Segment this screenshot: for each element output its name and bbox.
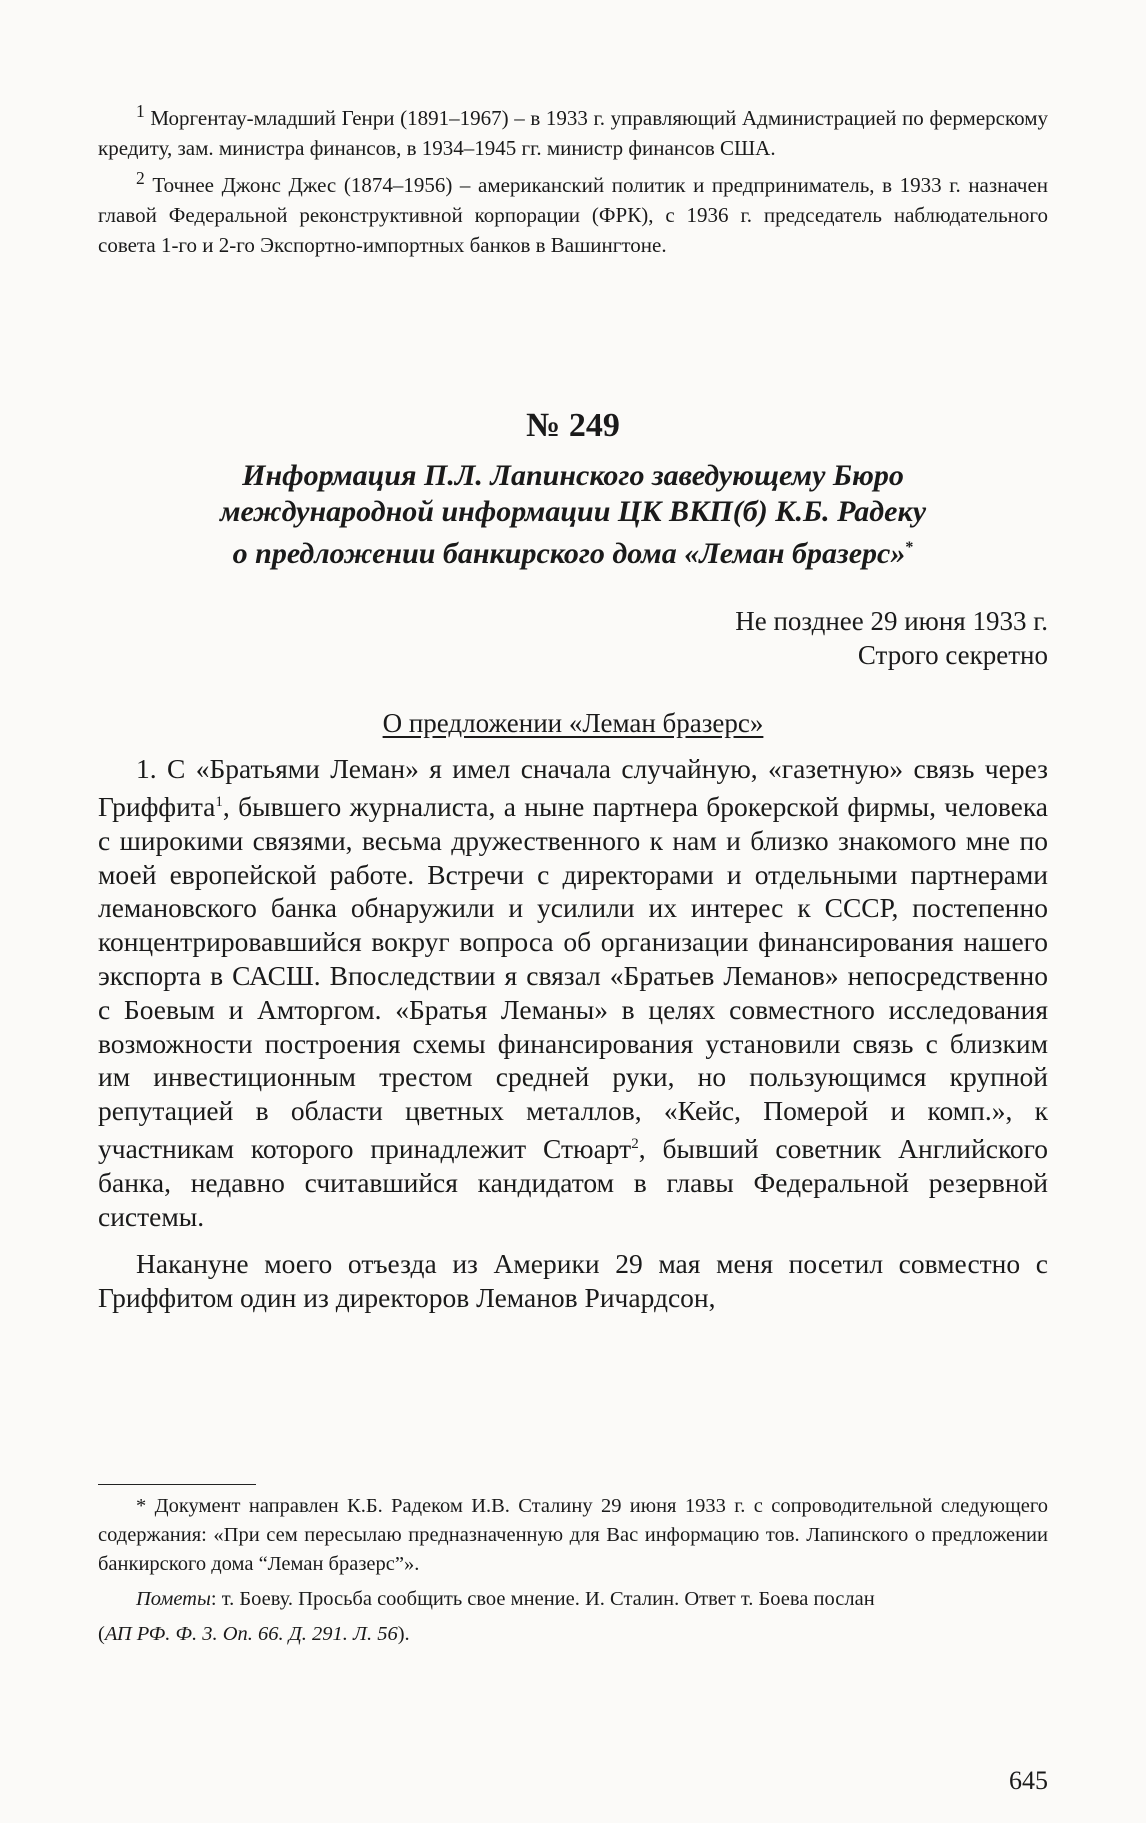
marks-text: : т. Боеву. Просьба сообщить свое мнение. И. Сталин. Ответ т. Боева послан	[210, 1588, 875, 1610]
footnote-marker: *	[136, 1495, 147, 1517]
source-open: (	[98, 1623, 105, 1645]
document-subtitle	[98, 706, 1048, 740]
footnote-text: Документ направлен К.Б. Радеком И.В. Сталину 29 июня 1933 г. с сопроводительной следующего содержания: «При сем пересылаю предназначенную для Вас информацию тов. Лапинского о предложении банкирского дома “Леман бразерс”».	[98, 1495, 1048, 1575]
footnote-text: Точнее Джонс Джес (1874–1956) – американский политик и предприниматель, в 1933 г. назначен главой Федеральной реконструктивной корпорации (ФРК), с 1936 г. председатель наблюдательного совета 1-го и 2-го Экспортно-импортных банков в Вашингтоне.	[98, 173, 1049, 257]
title-line-text: о предложении банкирского дома «Леман бразерс»	[232, 537, 906, 570]
body-text	[98, 752, 1048, 1329]
title-line: Информация П.Л. Лапинского заведующему Бюро	[242, 459, 904, 492]
source-text: АП РФ. Ф. 3. Оп. 66. Д. 291. Л. 56	[104, 1623, 398, 1645]
title-line: международной информации ЦК ВКП(б) К.Б. Радеку	[219, 495, 927, 528]
subtitle-text: О предложении «Леман бразерс»	[382, 708, 764, 738]
paragraph-text: , бывшего журналиста, а ныне партнера брокерской фирмы, человека с широкими связями, весьма дружественного к нам и близко знакомого мне по моей европейской работе. Встречи с директорами и отдельными партнерами лемановского банка обнаружили и усилили их интерес к СССР, постепенно концентрировавшийся вокруг вопроса об организации финансирования нашего экспорта в САСШ. Впоследствии я связал «Братьев Леманов» непосредственно с Боевым и Амторгом. «Братья Леманы» в целях совместного исследования возможности построения схемы финансирования установили связь с близким им инвестиционным трестом средней руки, но пользующимся крупной репутацией в области цветных металлов, «Кейс, Померой и комп.», к участникам которого принадлежит Стюарт	[98, 790, 1048, 1165]
title-line	[98, 530, 1048, 572]
paragraph-1	[98, 752, 1048, 1233]
top-footnotes	[98, 96, 1048, 260]
footnote-ref: 1	[215, 793, 223, 810]
footnote-2	[98, 163, 1048, 260]
star-footnote	[98, 1492, 1048, 1579]
footnote-marker: 1	[136, 101, 145, 121]
marks-label: Пометы	[136, 1588, 211, 1610]
bottom-footnotes	[98, 1492, 1048, 1655]
classification-label: Строго секретно	[857, 640, 1048, 670]
footnote-text: Моргентау-младший Генри (1891–1967) – в 1933 г. управляющий Администрацией по фермерскому кредиту, зам. министра финансов, в 1934–1945 гг. министр финансов США.	[98, 106, 1049, 160]
paragraph-text: 1. С «Братьями Леман» я имел сначала случайную, «газетную» связь через Гриффита	[98, 753, 1048, 822]
document-date: Не позднее 29 июня 1933 г.	[735, 606, 1048, 636]
title-footnote-marker: *	[905, 539, 914, 556]
document-meta	[98, 604, 1048, 672]
page-number: 645	[1009, 1766, 1048, 1795]
marks-note	[98, 1585, 1048, 1614]
source-close: ).	[397, 1623, 410, 1645]
paragraph-text: , бывший советник Английского банка, недавно считавшийся кандидатом в главы Федеральной резервной системы.	[98, 1133, 1048, 1232]
paragraph-2: Накануне моего отъезда из Америки 29 мая меня посетил совместно с Гриффитом один из директоров Леманов Ричардсон,	[98, 1248, 1048, 1314]
footnote-1	[98, 96, 1048, 163]
document-title	[98, 458, 1048, 572]
archive-source	[98, 1620, 1048, 1649]
document-number: № 249	[526, 407, 620, 444]
footnote-marker: 2	[136, 168, 145, 188]
footnote-divider	[98, 1484, 256, 1485]
footnote-ref: 2	[631, 1135, 639, 1152]
